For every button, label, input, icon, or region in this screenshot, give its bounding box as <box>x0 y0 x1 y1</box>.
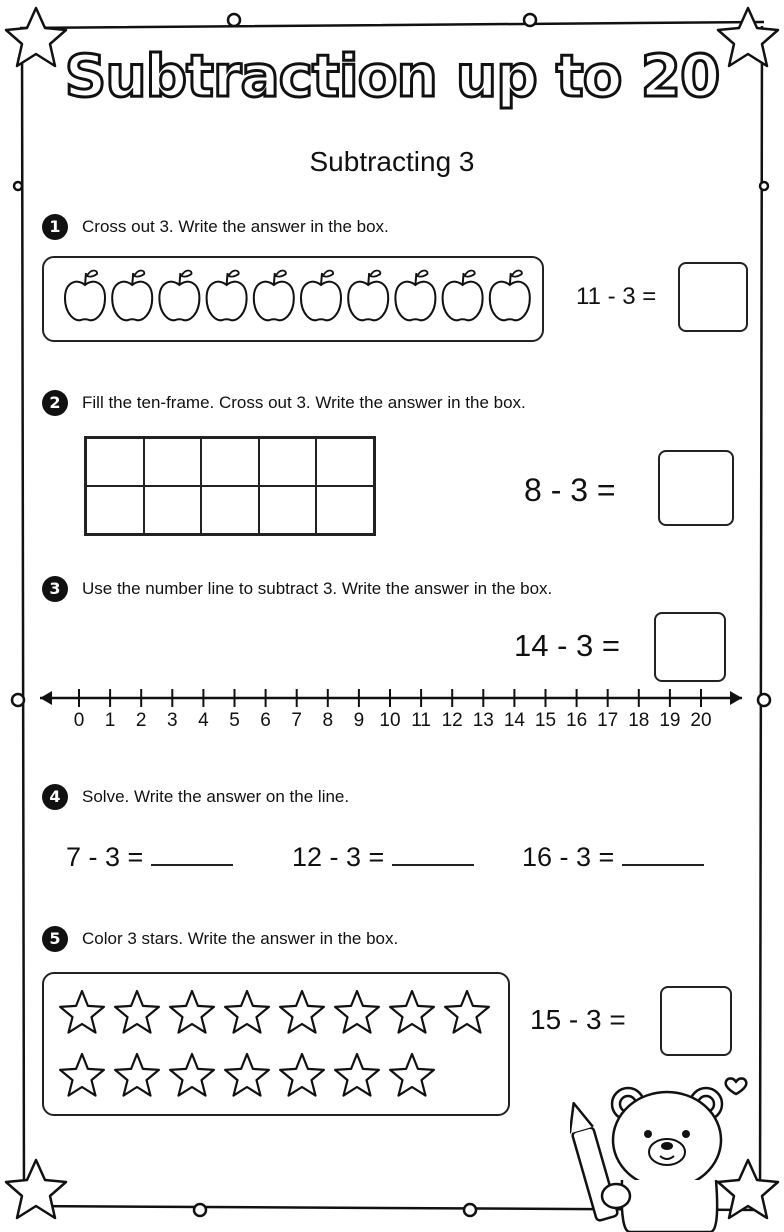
apple-icon[interactable] <box>207 271 247 321</box>
ten-frame-cell[interactable] <box>259 438 317 486</box>
question-4-instruction: Solve. Write the answer on the line. <box>82 787 350 806</box>
number-line-label: 19 <box>659 710 681 731</box>
apples-box <box>42 256 544 342</box>
number-line-label: 16 <box>566 710 588 731</box>
star-icon[interactable] <box>225 991 269 1033</box>
q2-answer-box[interactable] <box>658 450 734 526</box>
page-subtitle: Subtracting 3 <box>309 146 475 177</box>
question-5-instruction: Color 3 stars. Write the answer in the box. <box>82 929 399 948</box>
number-line-label: 5 <box>229 710 240 731</box>
ten-frame-cell[interactable] <box>86 438 144 486</box>
q4-problem-2 <box>292 838 474 873</box>
ten-frame-cell[interactable] <box>259 486 317 534</box>
ten-frame-cell[interactable] <box>144 486 202 534</box>
number-line-label: 17 <box>597 710 619 731</box>
stars-box <box>42 972 510 1116</box>
q4-answer-line-3[interactable] <box>622 838 704 866</box>
q3-answer-box[interactable] <box>654 612 726 682</box>
bear-with-pencil-icon <box>570 1070 770 1232</box>
star-icon[interactable] <box>170 991 214 1033</box>
q4-answer-line-2[interactable] <box>392 838 474 866</box>
number-line-label: 12 <box>441 710 463 731</box>
star-icon[interactable] <box>60 1054 104 1096</box>
apple-icon[interactable] <box>254 271 294 321</box>
apple-icon[interactable] <box>159 271 199 321</box>
star-icon[interactable] <box>280 1054 324 1096</box>
q1-answer-box[interactable] <box>678 262 748 332</box>
q5-equation: 15 - 3 = <box>530 1004 626 1035</box>
number-line-label: 7 <box>291 710 302 731</box>
number-line-label: 1 <box>104 710 116 731</box>
question-3-instruction: Use the number line to subtract 3. Write the answer in the box. <box>82 579 553 598</box>
apple-icon[interactable] <box>65 271 105 321</box>
number-line-label: 2 <box>135 710 147 731</box>
number-line-label: 15 <box>534 710 557 731</box>
star-icon[interactable] <box>115 1054 159 1096</box>
apple-icon[interactable] <box>112 271 152 321</box>
arrow-left-icon <box>40 691 52 705</box>
apple-icon[interactable] <box>443 271 483 321</box>
question-2-instruction: Fill the ten-frame. Cross out 3. Write the answer in the box. <box>82 393 526 412</box>
q4-problem-1-text: 7 - 3 = <box>66 842 144 872</box>
number-line-label: 8 <box>322 710 334 731</box>
arrow-right-icon <box>730 691 742 705</box>
star-icon[interactable] <box>390 1054 434 1096</box>
q2-equation: 8 - 3 = <box>524 472 616 508</box>
apple-icon[interactable] <box>348 271 388 321</box>
star-icon[interactable] <box>225 1054 269 1096</box>
page-title: Subtraction up to 20 <box>64 42 720 110</box>
ten-frame-cell[interactable] <box>201 438 259 486</box>
number-line-label: 10 <box>379 710 401 731</box>
q4-problem-3 <box>522 838 704 873</box>
ten-frame-cell[interactable] <box>144 438 202 486</box>
star-icon[interactable] <box>115 991 159 1033</box>
ten-frame-cell[interactable] <box>316 438 374 486</box>
star-icon[interactable] <box>335 991 379 1033</box>
number-line-label: 3 <box>167 710 178 731</box>
number-line-label: 13 <box>472 710 494 731</box>
q4-problem-1 <box>66 838 233 873</box>
q4-problem-3-text: 16 - 3 = <box>522 842 615 872</box>
number-line-label: 6 <box>260 710 271 731</box>
q3-equation: 14 - 3 = <box>514 628 620 663</box>
number-line-label: 18 <box>628 710 650 731</box>
number-line-label: 9 <box>353 710 365 731</box>
q4-problem-2-text: 12 - 3 = <box>292 842 385 872</box>
question-number-5: 5 <box>42 926 68 952</box>
number-line-label: 11 <box>411 710 431 731</box>
number-line-label: 20 <box>690 710 712 731</box>
q1-equation: 11 - 3 = <box>576 283 657 310</box>
question-number-2: 2 <box>42 390 68 416</box>
question-number-3: 3 <box>42 576 68 602</box>
star-icon[interactable] <box>170 1054 214 1096</box>
apple-icon[interactable] <box>490 271 530 321</box>
ten-frame-cell[interactable] <box>86 486 144 534</box>
question-number-4: 4 <box>42 784 68 810</box>
stars-group <box>44 974 508 1114</box>
star-icon[interactable] <box>335 1054 379 1096</box>
ten-frame[interactable] <box>84 436 376 536</box>
ten-frame-cell[interactable] <box>316 486 374 534</box>
apple-icon[interactable] <box>301 271 341 321</box>
question-number-1: 1 <box>42 214 68 240</box>
ten-frame-cell[interactable] <box>201 486 259 534</box>
apple-icon[interactable] <box>395 271 435 321</box>
number-line-label: 4 <box>198 710 209 731</box>
q5-answer-box[interactable] <box>660 986 732 1056</box>
star-icon[interactable] <box>390 991 434 1033</box>
apples-group <box>44 258 542 340</box>
number-line-label: 0 <box>73 710 85 731</box>
star-icon[interactable] <box>60 991 104 1033</box>
q4-answer-line-1[interactable] <box>151 838 233 866</box>
number-line-label: 14 <box>503 710 525 731</box>
star-icon[interactable] <box>445 991 489 1033</box>
heart-icon <box>726 1078 747 1094</box>
question-1-instruction: Cross out 3. Write the answer in the box. <box>82 217 389 236</box>
star-icon[interactable] <box>280 991 324 1033</box>
